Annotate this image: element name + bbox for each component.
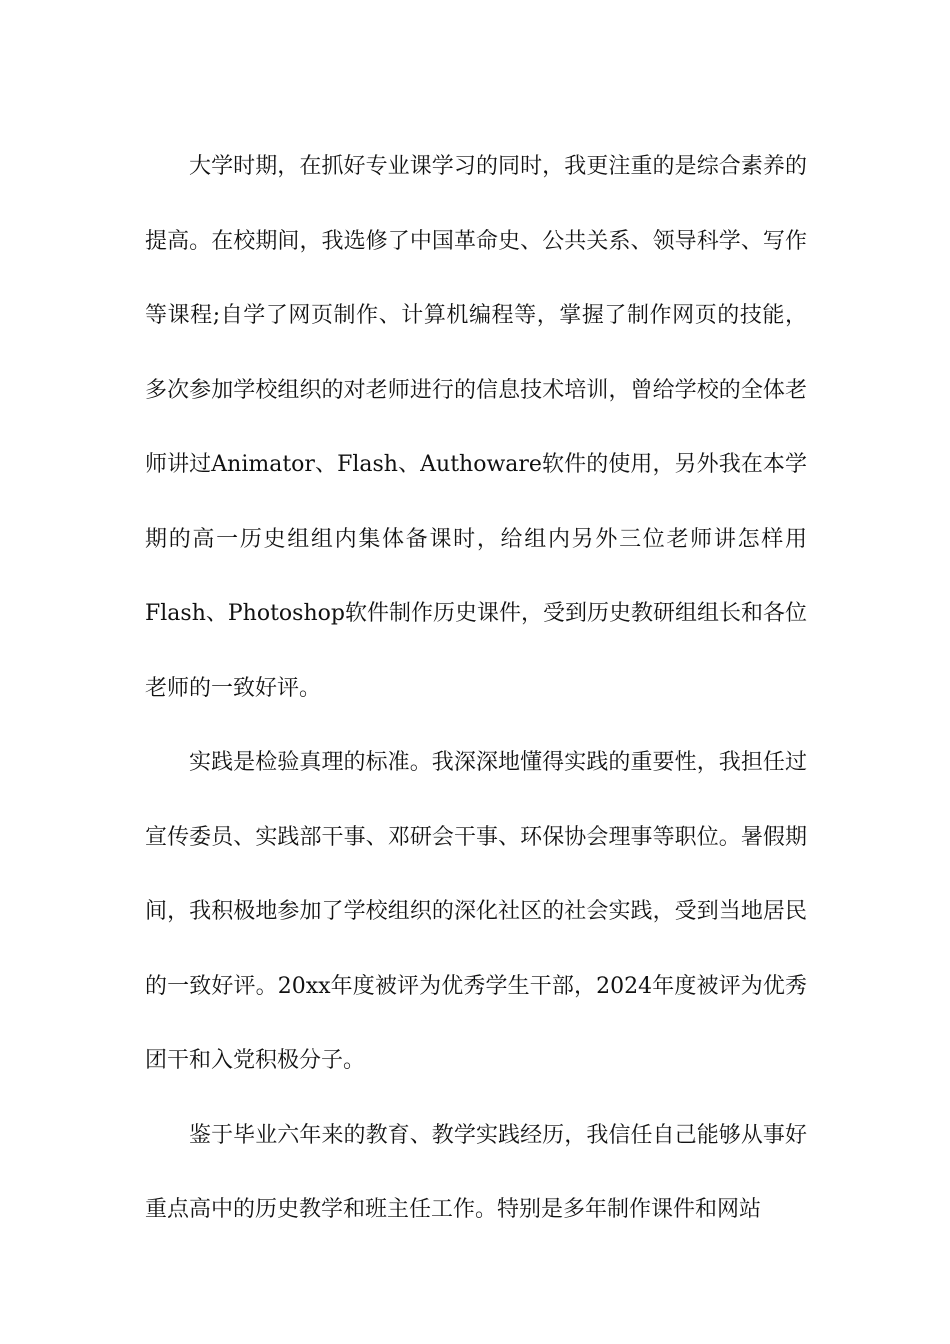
paragraph-2: 实践是检验真理的标准。我深深地懂得实践的重要性，我担任过宣传委员、实践部干事、邓研会干事、环保协会理事等职位。暑假期间，我积极地参加了学校组织的深化社区的社会实践，受到当地居民的一致好评。20xx年度被评为优秀学生干部，2024年度被评为优秀团干和入党积极分子。 — [145, 750, 807, 1073]
paragraph-3: 鉴于毕业六年来的教育、教学实践经历，我信任自己能够从事好重点高中的历史教学和班主任工作。特别是多年制作课件和网站 — [145, 1122, 807, 1222]
paragraph-1: 大学时期，在抓好专业课学习的同时，我更注重的是综合素养的提高。在校期间，我选修了中国革命史、公共关系、领导科学、写作等课程;自学了网页制作、计算机编程等，掌握了制作网页的技能，多次参加学校组织的对老师进行的信息技术培训，曾给学校的全体老师讲过Animator、Flash、Authoware软件的使用，另外我在本学期的高一历史组组内集体备课时，给组内另外三位老师讲怎样用Flash、Photoshop软件制作历史课件，受到历史教研组组长和各位老师的一致好评。 — [145, 154, 807, 701]
document-body — [145, 130, 807, 1248]
